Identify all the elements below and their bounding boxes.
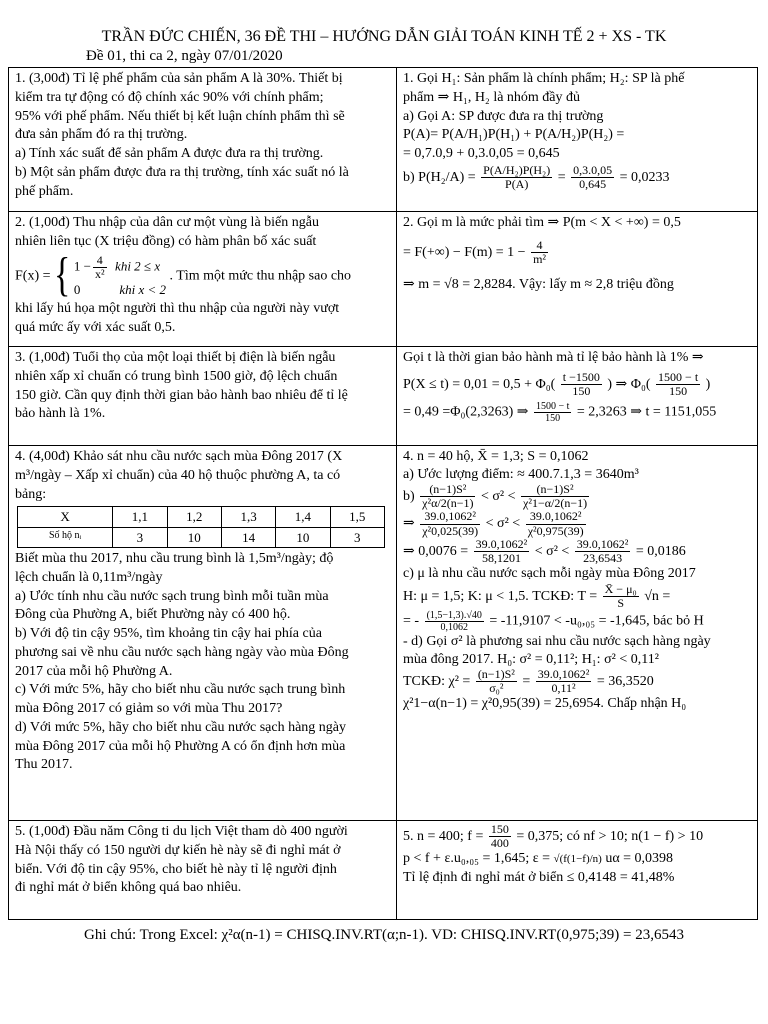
table-row — [9, 446, 758, 821]
table-row — [9, 68, 758, 212]
table-row: Số hộ nᵢ 3 10 14 10 3 — [18, 527, 385, 547]
exam-subtitle: Đề 01, thi ca 2, ngày 07/01/2020 — [86, 48, 283, 64]
table-row — [9, 347, 758, 446]
answer-1: 1. Gọi H₁: Sản phẩm là chính phẩm; H₂: SP là phế phẩm ⇒ H₁, H₂ là nhóm đầy đủ a) Gọi A: SP được đưa ra thị trường P(A)= P(A/H₁)P(H₁) + P(A/H₂)P(H₂) = = 0,7.0,9 + 0,3.0,05 = 0,645 b) P(H₂/A) = $\frac{\text{P(A/H₂)P(H₂)}}{P(A)}$ = $\frac{0,3.0,05}{0,645}$ = 0,0233 — [397, 68, 758, 212]
question-4: 4. (4,00đ) Khảo sát nhu cầu nước sạch mùa Đông 2017 (X m³/ngày – Xấp xỉ chuẩn) của 40 hộ thuộc phường A, ta có bảng: X 1,1 1,2 1,3 1,4 1,5 Số hộ nᵢ 3 10 14 10 3 Biết mùa thu 2017, nhu cầu trung bình là 1,5m³/ngày; độ lệch chuẩn là 0,11m³/ngày a) Ước tính nhu cầu nước sạch trung bình mỗi tuần mùa Đông của Phường A, biết Phường này có 400 hộ. b) Với độ tin cậy 95%, tìm khoảng tin cậy hai phía của phương sai về nhu cầu nước sạch hàng ngày vào mùa Đông 2017 của mỗi hộ Phường A. c) Với mức 5%, hãy cho biết nhu cầu nước sạch trung bình mùa Đông 2017 có giảm so với mùa Thu 2017? d) Với mức 5%, hãy cho biết nhu cầu nước sạch hàng ngày mùa Đông 2017 của mỗi hộ Phường A có ổn định hơn mùa Thu 2017. — [9, 446, 397, 821]
table-row — [9, 212, 758, 347]
footer-note: Ghi chú: Trong Excel: χ²α(n-1) = CHISQ.INV.RT(α;n-1). VD: CHISQ.INV.RT(0,975;39) = 23,6543 — [84, 927, 684, 943]
exam-table — [8, 67, 758, 920]
table-row: X 1,1 1,2 1,3 1,4 1,5 — [18, 507, 385, 527]
question-3: 3. (1,00đ) Tuổi thọ của một loại thiết bị điện là biến ngẫu nhiên xấp xỉ chuẩn có trung bình 1500 giờ, độ lệch chuẩn 150 giờ. Cần quy định thời gian bảo hành bao nhiêu để tỉ lệ bảo hành là 1%. — [9, 347, 397, 446]
table-row — [9, 821, 758, 920]
question-2: 2. (1,00đ) Thu nhập của dân cư một vùng là biến ngẫu nhiên liên tục (X triệu đồng) có hàm phân bố xác suất F(x) = { 1 − $\frac{4}{\text{x²}}$ khi 2 ≤ x 0 khi x < 2 . Tìm một mức thu nhập sao cho khi lấy hú họa một người thì thu nhập của người này vượt quá mức ấy với xác suất 0,5. — [9, 212, 397, 347]
question-1: 1. (3,00đ) Tỉ lệ phế phẩm của sản phẩm A là 30%. Thiết bị kiểm tra tự động có độ chính xác 90% với chính phẩm; 95% với phế phẩm. Nếu thiết bị kết luận chính phẩm thì sẽ đưa sản phẩm đó ra thị trường. a) Tính xác suất để sản phẩm A được đưa ra thị trường. b) Một sản phẩm được đưa ra thị trường, tính xác suất nó là phế phẩm. — [9, 68, 397, 212]
frequency-table — [17, 506, 385, 548]
page-title: TRẦN ĐỨC CHIẾN, 36 ĐỀ THI – HƯỚNG DẪN GIẢI TOÁN KINH TẾ 2 + XS - TK — [101, 28, 667, 45]
answer-2: 2. Gọi m là mức phải tìm ⇒ P(m < X < +∞) = 0,5 = F(+∞) − F(m) = 1 − $\frac{4}{\text{m²}}$ ⇒ m = √8 = 2,8284. Vậy: lấy m ≈ 2,8 triệu đồng — [397, 212, 758, 347]
formula-bayes: b) P(H₂/A) = $\frac{\text{P(A/H₂)P(H₂)}}{P(A)}$ = $\frac{0,3.0,05}{0,645}$ = 0,0233 — [403, 162, 670, 191]
answer-3: Gọi t là thời gian bảo hành mà tỉ lệ bảo hành là 1% ⇒ P(X ≤ t) = 0,01 = 0,5 + Φ₀( $\frac{t -1500}{150}$ ) ⇒ Φ₀( $\frac{1500 - t}{150}$ ) = 0,49 =Φ₀(2,3263) ⇒ $\frac{1500 - t}{150}$ = 2,3263 ⇒ t = 1151,055 — [397, 347, 758, 446]
answer-5: 5. n = 400; f = $\frac{150}{400}$ = 0,375; có nf > 10; n(1 − f) > 10 p < f + ε.u₀,₀₅ = 1,645; ε = √(f(1−f)/n) uα = 0,0398 Tỉ lệ định đi nghỉ mát ở biển ≤ 0,4148 = 41,48% — [397, 821, 758, 920]
answer-4: 4. n = 40 hộ, X̄ = 1,3; S = 0,1062 a) Ước lượng điểm: ≈ 400.7.1,3 = 3640m³ b) $\frac{\text{(n−1)S²}}{\text{χ²α/2(n−1)}}$ < σ² < $\frac{\text{(n−1)S²}}{\text{χ²1−α/2(n−1)}}$ ⇒ $\frac{\text{39.0,1062²}}{\text{χ²0,025(39)}}$ < σ² < $\frac{\text{39.0,1062²}}{\text{χ²0,975(39)}}$ ⇒ 0,0076 = $\frac{\text{39.0,1062²}}{58,1201}$ < σ² < $\frac{\text{39.0,1062²}}{23,6543}$ = 0,0186 c) μ là nhu cầu nước sạch mỗi ngày mùa Đông 2017 H: μ = 1,5; K: μ < 1,5. TCKĐ: T = $\frac{\text{X̄ − μ₀}}{S}$ √n = = - $\frac{(1,5-1,3).√40}{0,1062}$ = -11,9107 < -u₀,₀₅ = -1,645, bác bỏ H - d) Gọi σ² là phương sai nhu cầu nước sạch hàng ngày mùa đông 2017. H₀: σ² = 0,11²; H₁: σ² < 0,11² TCKĐ: χ² = $\frac{\text{(n−1)S²}}{\text{σ₀²}}$ = $\frac{\text{39.0,1062²}}{\text{0,11²}}$ = 36,3520 χ²1−α(n−1) = χ²0,95(39) = 25,6954. Chấp nhận H₀ — [397, 446, 758, 821]
question-5: 5. (1,00đ) Đầu năm Công ti du lịch Việt tham dò 400 người Hà Nội thấy có 150 người dự kiến hè này sẽ đi nghỉ mát ở biển. Với độ tin cậy 95%, cho biết hè này tỉ lệ người định đi nghỉ mát ở biển không quá bao nhiêu. — [9, 821, 397, 920]
piecewise-function: F(x) = { 1 − $\frac{4}{\text{x²}}$ khi 2 ≤ x 0 khi x < 2 . Tìm một mức thu nhập sao cho — [15, 249, 352, 302]
